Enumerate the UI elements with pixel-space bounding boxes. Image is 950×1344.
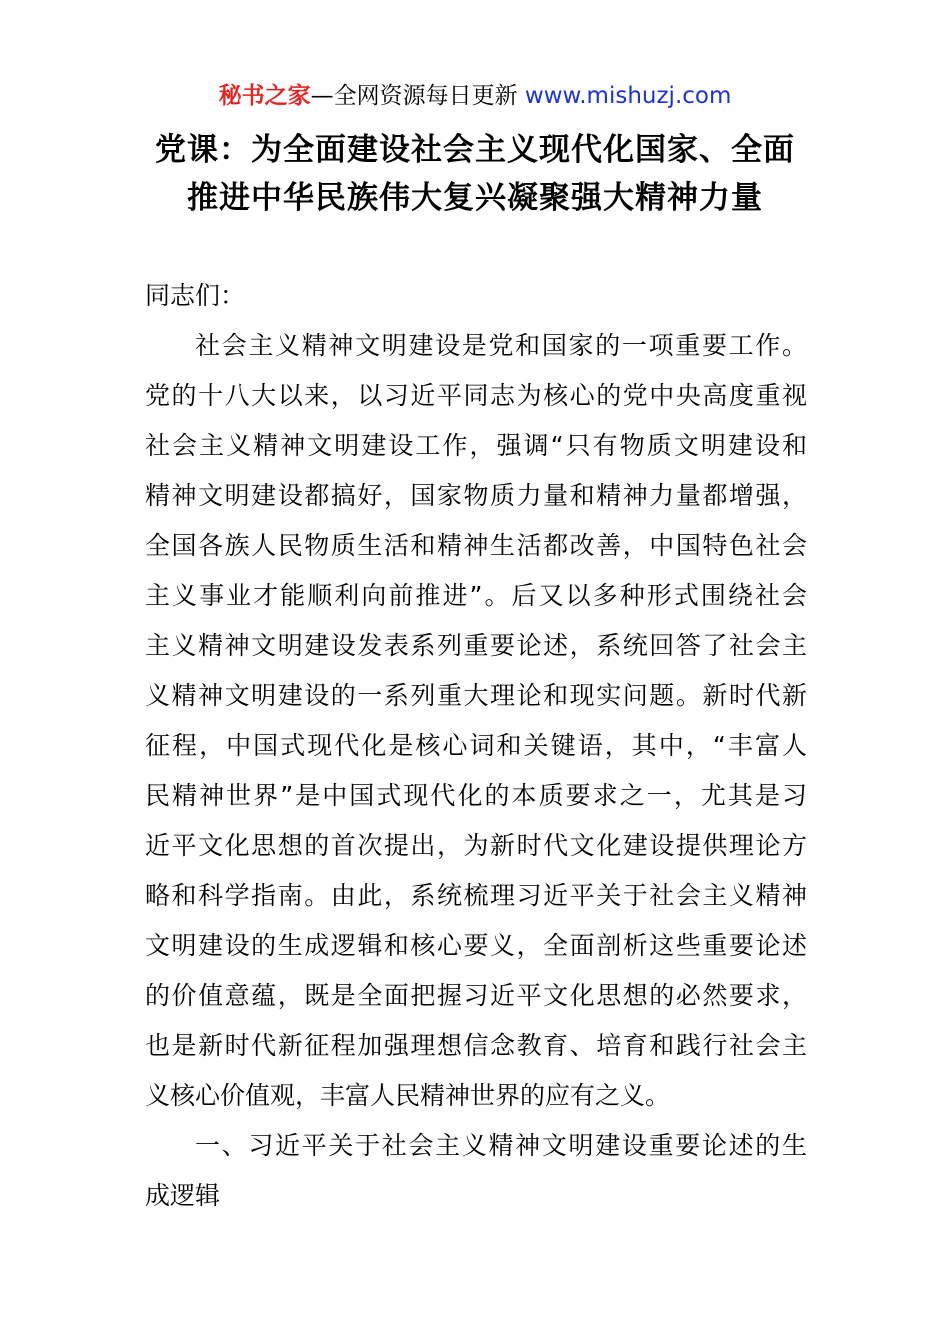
paragraph-line: 社会主义精神文明建设是党和国家的一项重要工作。 (195, 331, 807, 360)
section-heading-line: 成逻辑 (145, 1181, 221, 1210)
title-line-1: 党课：为全面建设社会主义现代化国家、全面 (155, 132, 795, 168)
paragraph-line: 近平文化思想的首次提出，为新时代文化建设提供理论方 (145, 831, 807, 860)
paragraph-line: 的价值意蕴，既是全面把握习近平文化思想的必然要求， (145, 981, 807, 1010)
section-heading-1 (145, 1121, 807, 1221)
salutation: 同志们： (145, 281, 246, 310)
paragraph-line: 也是新时代新征程加强理想信念教育、培育和践行社会主 (145, 1031, 807, 1060)
paragraph-line: 略和科学指南。由此，系统梳理习近平关于社会主义精神 (145, 881, 807, 910)
document-body (145, 271, 807, 1221)
site-url-link[interactable]: www.mishuzj.com (524, 83, 732, 109)
paragraph-line: 征程，中国式现代化是核心词和关键语，其中，“丰富人 (145, 731, 807, 760)
title-line-2: 推进中华民族伟大复兴凝聚强大精神力量 (187, 180, 763, 216)
paragraph-line: 党的十八大以来，以习近平同志为核心的党中央高度重视 (145, 381, 807, 410)
paragraph-line: 全国各族人民物质生活和精神生活都改善，中国特色社会 (145, 531, 807, 560)
paragraph-line: 义核心价值观，丰富人民精神世界的应有之义。 (145, 1081, 671, 1110)
paragraph-line: 主义事业才能顺利向前推进”。后又以多种形式围绕社会 (145, 581, 807, 610)
site-tagline: —全网资源每日更新 (310, 83, 525, 109)
document-title (60, 126, 890, 222)
paragraph-line: 主义精神文明建设发表系列重要论述，系统回答了社会主 (145, 631, 807, 660)
site-header (0, 80, 950, 112)
site-brand: 秘书之家 (218, 83, 311, 109)
paragraph-1 (145, 321, 807, 1121)
paragraph-line: 民精神世界”是中国式现代化的本质要求之一，尤其是习 (145, 781, 807, 810)
paragraph-line: 义精神文明建设的一系列重大理论和现实问题。新时代新 (145, 681, 807, 710)
paragraph-line: 精神文明建设都搞好，国家物质力量和精神力量都增强， (145, 481, 807, 510)
paragraph-line: 文明建设的生成逻辑和核心要义，全面剖析这些重要论述 (145, 931, 807, 960)
section-heading-line: 一、习近平关于社会主义精神文明建设重要论述的生 (195, 1131, 807, 1160)
paragraph-line: 社会主义精神文明建设工作，强调“只有物质文明建设和 (145, 431, 807, 460)
